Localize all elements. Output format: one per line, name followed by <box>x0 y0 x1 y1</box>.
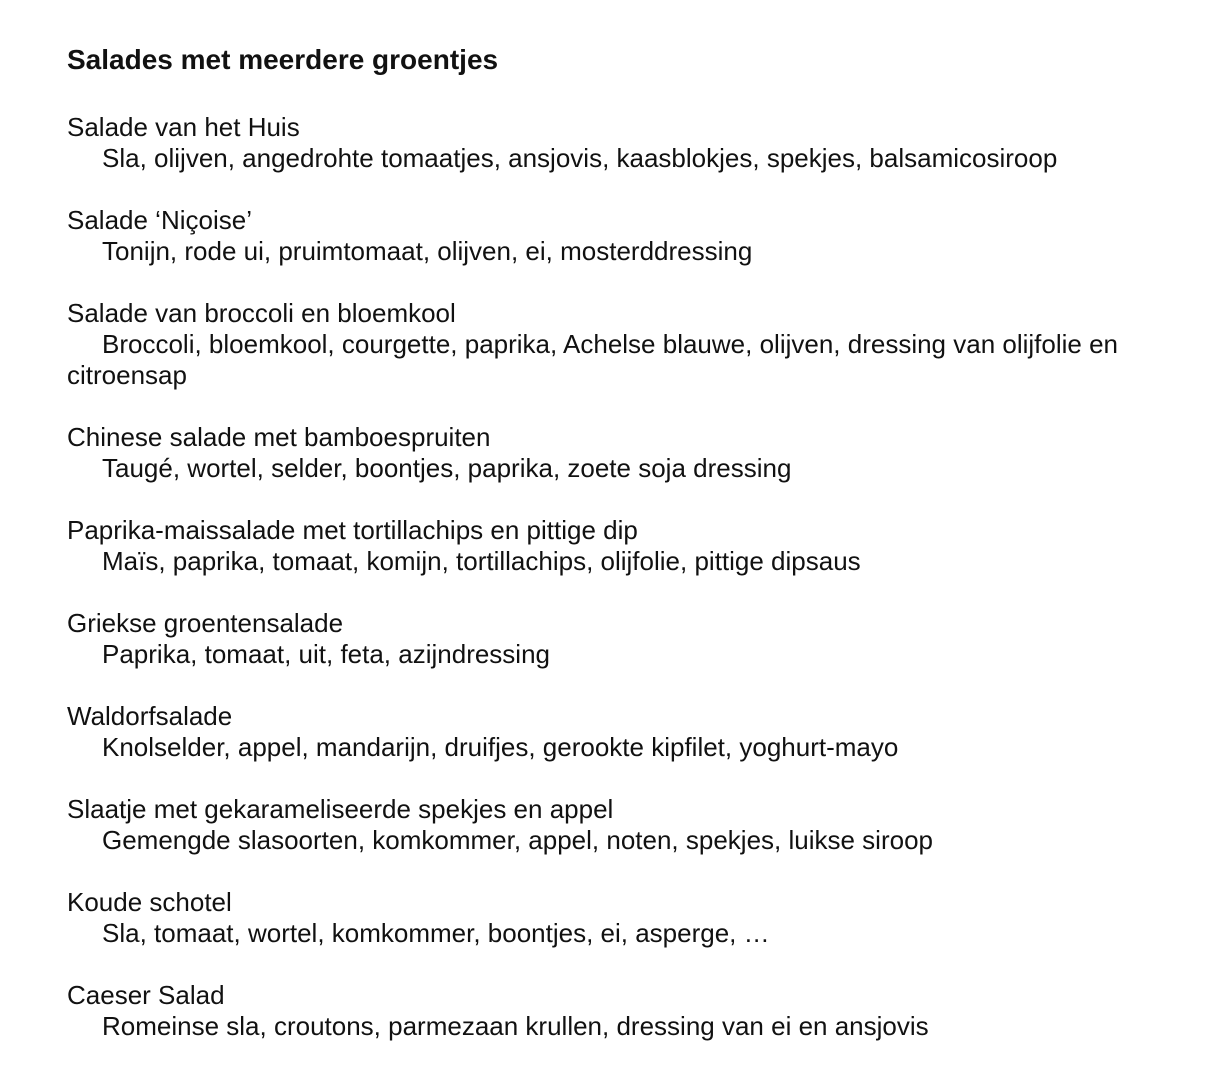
item-description: Gemengde slasoorten, komkommer, appel, noten, spekjes, luikse siroop <box>102 825 933 855</box>
item-name: Paprika-maissalade met tortillachips en pittige dip <box>67 515 638 545</box>
item-description: Paprika, tomaat, uit, feta, azijndressing <box>102 639 551 669</box>
item-name: Chinese salade met bamboespruiten <box>67 422 491 452</box>
item-description: Sla, olijven, angedrohte tomaatjes, ansjovis, kaasblokjes, spekjes, balsamicosiroop <box>102 143 1058 173</box>
item-name: Caeser Salad <box>67 980 225 1010</box>
item-name: Waldorfsalade <box>67 701 233 731</box>
item-description: Maïs, paprika, tomaat, komijn, tortillachips, olijfolie, pittige dipsaus <box>102 546 861 576</box>
salad-list <box>67 112 1197 1073</box>
page-title: Salades met meerdere groentjes <box>67 44 499 75</box>
list-item <box>67 298 1197 391</box>
list-item <box>67 205 1197 267</box>
item-description: Sla, tomaat, wortel, komkommer, boontjes, ei, asperge, … <box>102 918 770 948</box>
item-description: Knolselder, appel, mandarijn, druifjes, gerookte kipfilet, yoghurt-mayo <box>102 732 899 762</box>
item-name: Salade van het Huis <box>67 112 300 142</box>
item-name: Slaatje met gekarameliseerde spekjes en appel <box>67 794 614 824</box>
list-item <box>67 701 1197 763</box>
item-description: Broccoli, bloemkool, courgette, paprika, Achelse blauwe, olijven, dressing van olijfolie en citroensap <box>67 329 1119 390</box>
item-name: Salade ‘Niçoise’ <box>67 205 252 235</box>
list-item <box>67 887 1197 949</box>
item-name: Koude schotel <box>67 887 232 917</box>
item-description: Tonijn, rode ui, pruimtomaat, olijven, ei, mosterddressing <box>102 236 753 266</box>
list-item <box>67 794 1197 856</box>
list-item <box>67 422 1197 484</box>
item-description: Taugé, wortel, selder, boontjes, paprika, zoete soja dressing <box>102 453 792 483</box>
item-name: Salade van broccoli en bloemkool <box>67 298 456 328</box>
list-item <box>67 980 1197 1042</box>
item-description: Romeinse sla, croutons, parmezaan krullen, dressing van ei en ansjovis <box>102 1011 929 1041</box>
list-item <box>67 112 1197 174</box>
list-item <box>67 515 1197 577</box>
list-item <box>67 608 1197 670</box>
item-name: Griekse groentensalade <box>67 608 344 638</box>
